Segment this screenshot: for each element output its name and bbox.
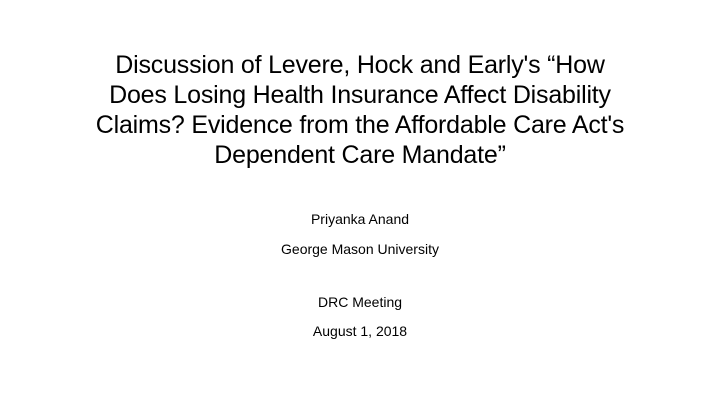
- title-line-3: Claims? Evidence from the Affordable Care Act's: [95, 111, 625, 139]
- title-line-1: Discussion of Levere, Hock and Early's “How: [115, 51, 605, 79]
- slide-title: [60, 50, 660, 170]
- event-name: DRC Meeting: [317, 294, 403, 310]
- title-line-4: Dependent Care Mandate”: [214, 141, 506, 169]
- author-affiliation: George Mason University: [281, 241, 439, 257]
- author-name: Priyanka Anand: [310, 211, 410, 227]
- event-date: August 1, 2018: [312, 323, 408, 339]
- title-line-2: Does Losing Health Insurance Affect Disability: [109, 81, 611, 109]
